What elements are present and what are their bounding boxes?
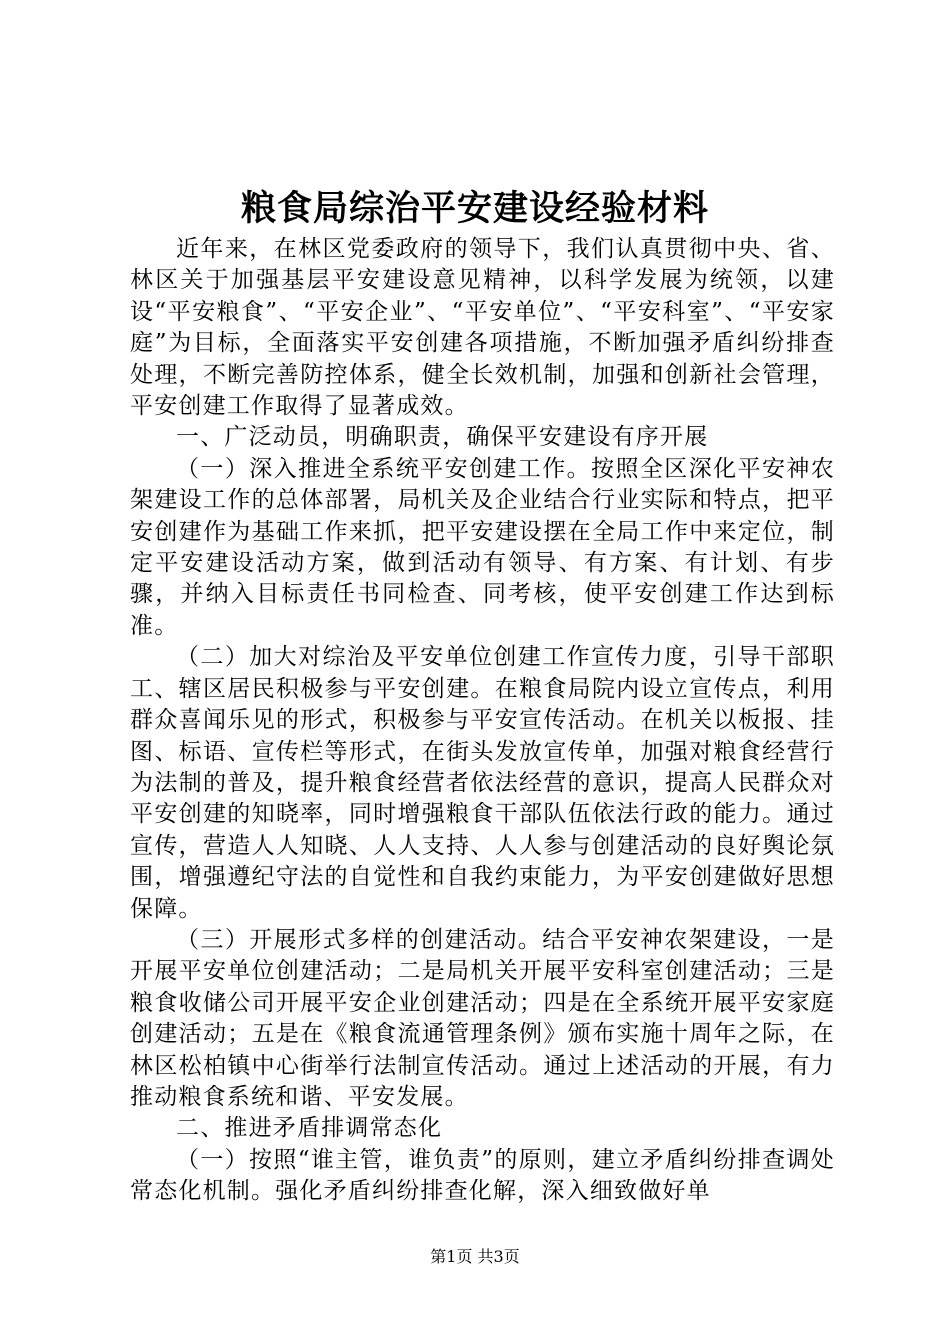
section-1-paragraph-2: （二）加大对综治及平安单位创建工作宣传力度，引导干部职工、辖区居民积极参与平安创建。在粮食局院内设立宣传点，利用群众喜闻乐见的形式，积极参与平安宣传活动。在机关以板报、挂图、标语、宣传栏等形式，在街头发放宣传单，加强对粮食经营行为法制的普及，提升粮食经营者依法经营的意识，提高人民群众对平安创建的知晓率，同时增强粮食干部队伍依法行政的能力。通过宣传，营造人人知晓、人人支持、人人参与创建活动的良好舆论氛围，增强遵纪守法的自觉性和自我约束能力，为平安创建做好思想保障。: [130, 644, 835, 922]
page-footer: 第1页 共3页: [430, 1247, 520, 1266]
section-2-paragraph-1: （一）按照“谁主管，谁负责”的原则，建立矛盾纠纷排查调处常态化机制。强化矛盾纠纷排查化解，深入细致做好单: [130, 1146, 835, 1205]
section-1-paragraph-3: （三）开展形式多样的创建活动。结合平安神农架建设，一是开展平安单位创建活动；二是局机关开展平安科室创建活动；三是粮食收储公司开展平安企业创建活动；四是在全系统开展平安家庭创建活动；五是在《粮食流通管理条例》颁布实施十周年之际，在林区松柏镇中心街举行法制宣传活动。通过上述活动的开展，有力推动粮食系统和谐、平安发展。: [130, 926, 835, 1110]
intro-paragraph: 近年来，在林区党委政府的领导下，我们认真贯彻中央、省、林区关于加强基层平安建设意见精神，以科学发展为统领，以建设“平安粮食”、“平安企业”、“平安单位”、“平安科室”、“平安家庭”为目标，全面落实平安创建各项措施，不断加强矛盾纠纷排查处理，不断完善防控体系，健全长效机制，加强和创新社会管理，平安创建工作取得了显著成效。: [130, 236, 835, 420]
section-heading-2: 二、推进矛盾排调常态化: [176, 1115, 443, 1142]
section-1-paragraph-1: （一）深入推进全系统平安创建工作。按照全区深化平安神农架建设工作的总体部署，局机关及企业结合行业实际和特点，把平安创建作为基础工作来抓，把平安建设摆在全局工作中来定位，制定平安建设活动方案，做到活动有领导、有方案、有计划、有步骤，并纳入目标责任书同检查、同考核，使平安创建工作达到标准。: [130, 455, 835, 639]
document-title: 粮食局综治平安建设经验材料: [240, 189, 709, 229]
document-body: [130, 234, 835, 1208]
section-heading-1: 一、广泛动员，明确职责，确保平安建设有序开展: [176, 424, 709, 451]
